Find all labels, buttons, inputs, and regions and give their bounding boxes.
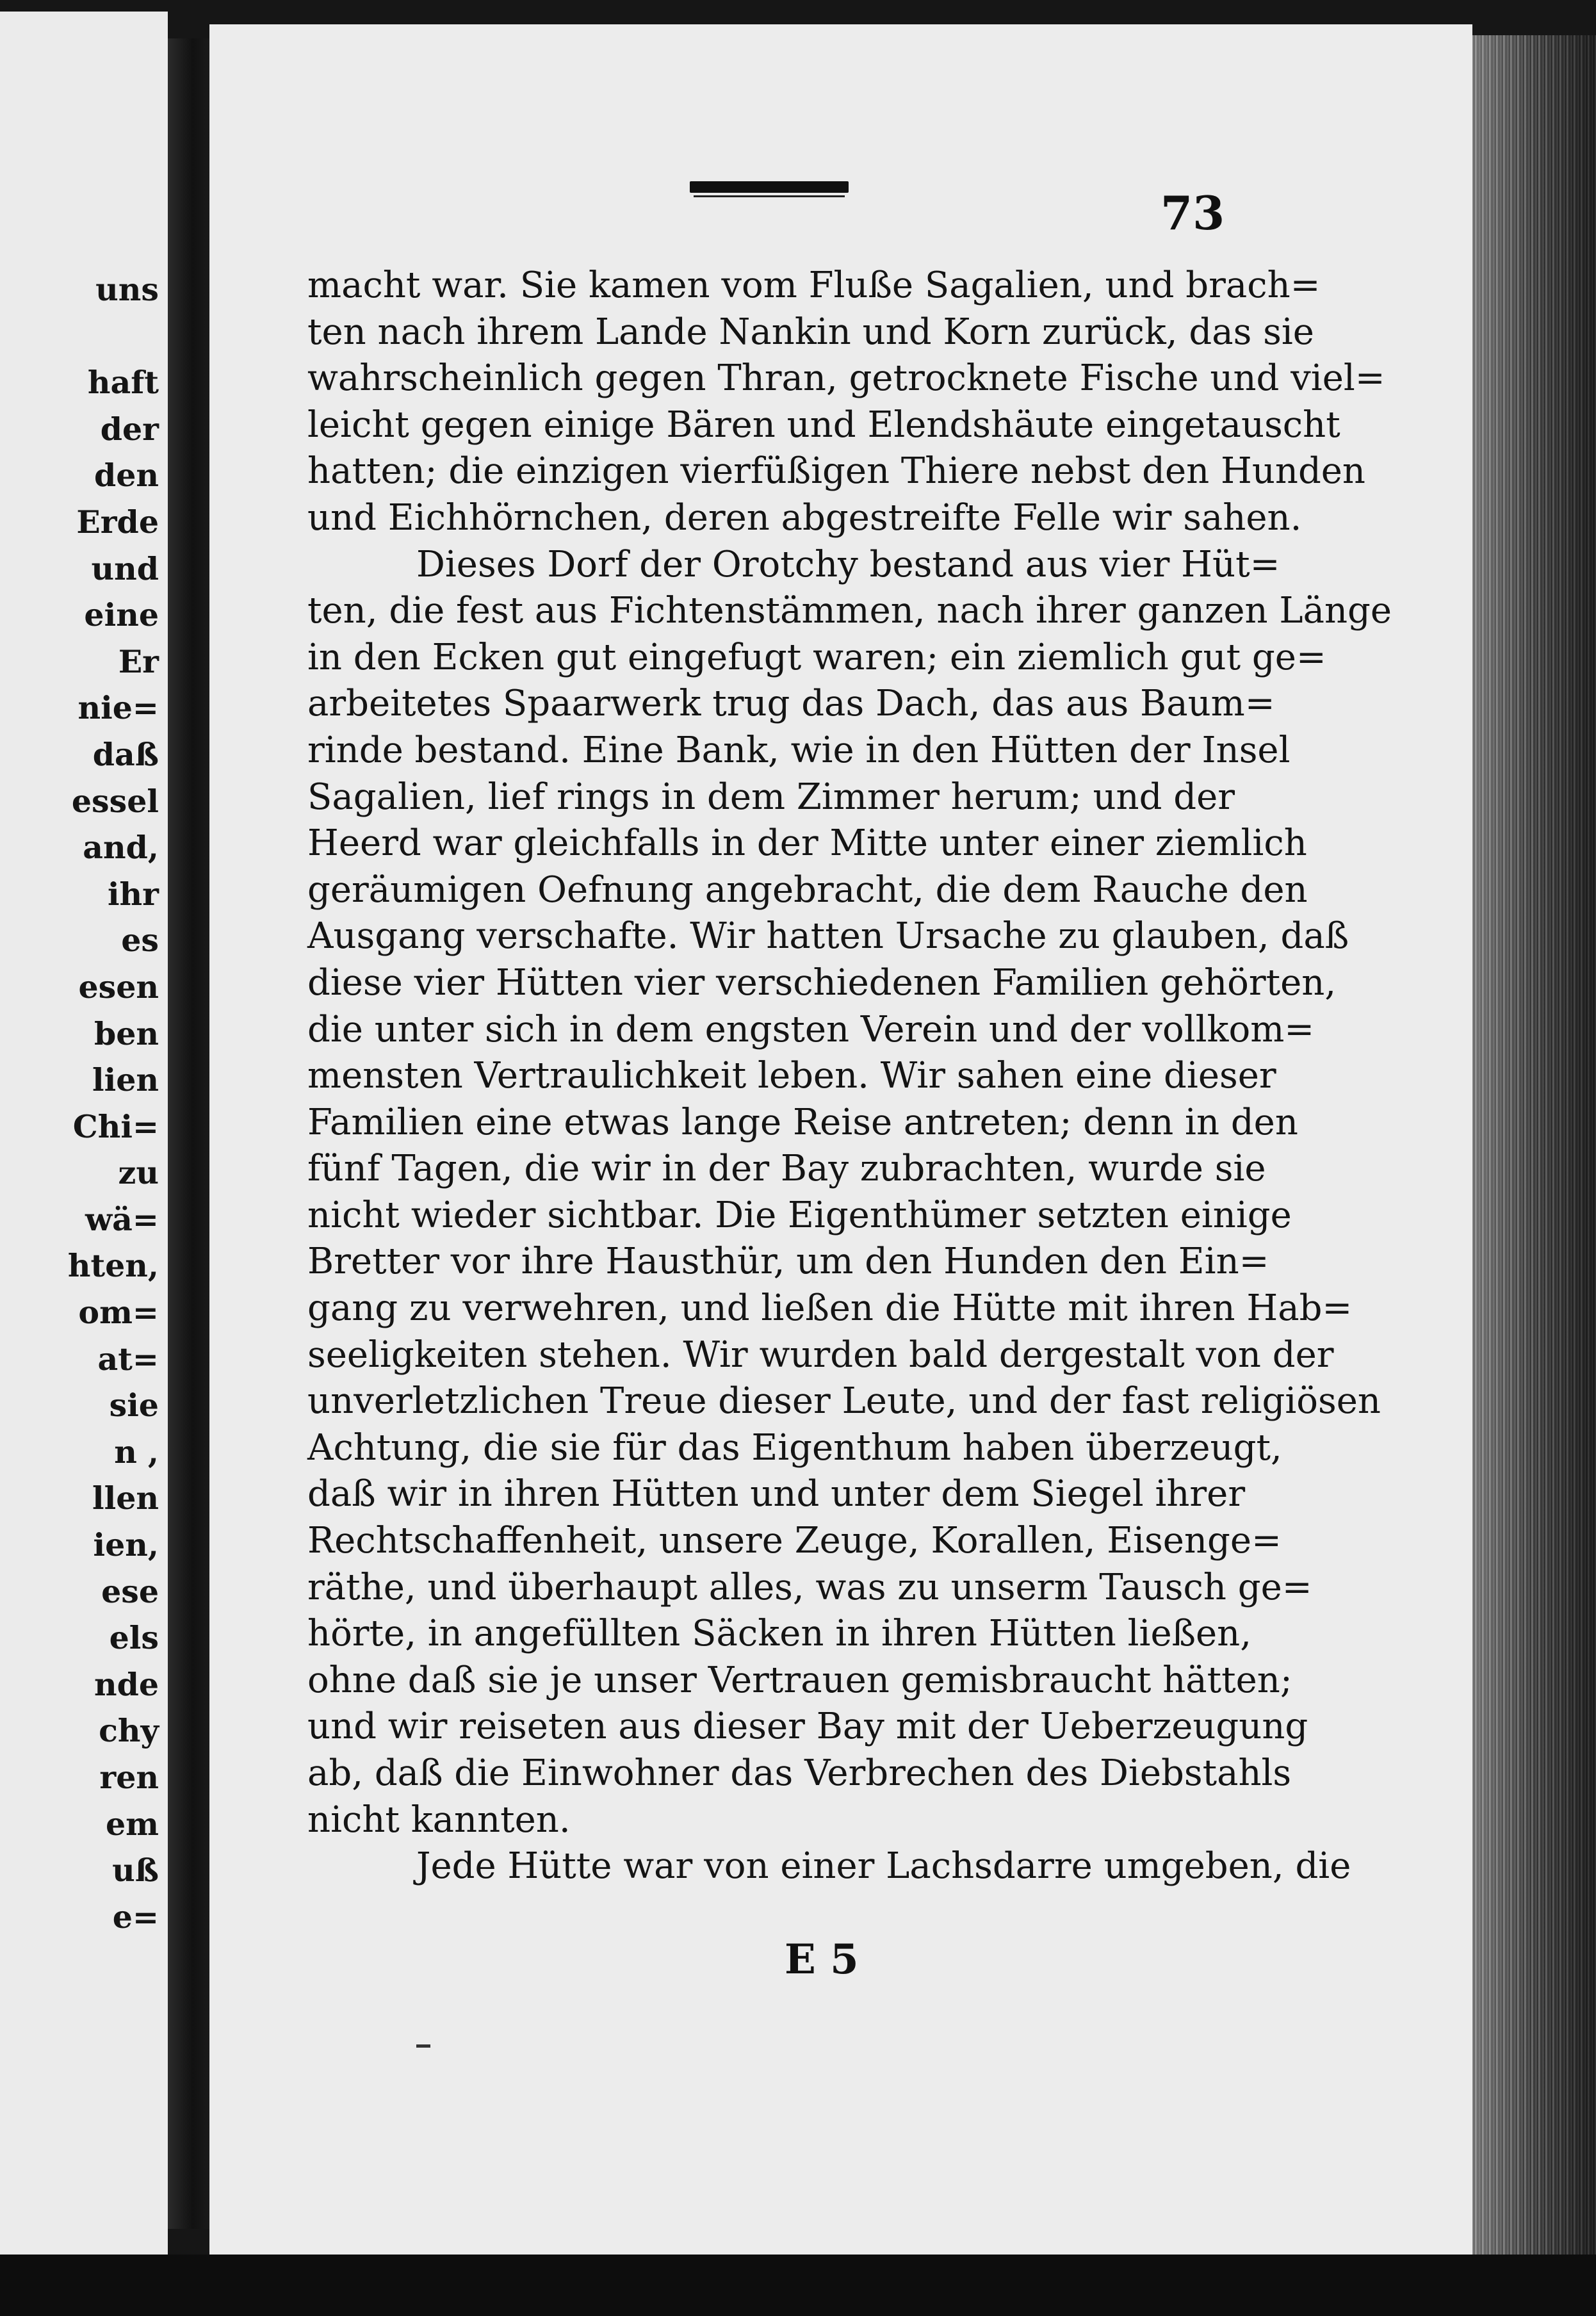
page-number: 73 [1160,186,1225,240]
left-page-fragment: zu [118,1154,159,1192]
text-line: Rechtschaffenheit, unsere Zeuge, Korallen, Eisenge= [307,1520,1282,1562]
left-page-fragment: els [109,1619,159,1657]
text-line: Achtung, die sie für das Eigenthum haben überzeugt, [307,1426,1282,1469]
text-line: Jede Hütte war von einer Lachsdarre umgeben, die [416,1845,1351,1888]
text-line: hörte, in angefüllten Säcken in ihren Hütten ließen, [307,1613,1252,1655]
text-line: Bretter vor ihre Hausthür, um den Hunden den Ein= [307,1241,1269,1283]
page-edges [1472,35,1596,2258]
left-page-fragment: and, [83,829,159,867]
ink-speck [416,2044,430,2048]
left-page-fragment: daß [92,735,159,773]
text-line: daß wir in ihren Hütten und unter dem Siegel ihrer [307,1473,1246,1515]
left-page-fragment: om= [78,1294,159,1332]
left-page-fragment: ren [99,1759,159,1796]
text-line: Dieses Dorf der Orotchy bestand aus vier Hüt= [416,543,1280,585]
text-line: ten, die fest aus Fichtenstämmen, nach ihrer ganzen Länge [307,590,1392,632]
left-page-fragment: wä= [85,1200,159,1238]
book-gutter [168,38,209,2229]
left-page-fragment: ben [94,1015,159,1052]
left-page-fragment: den [94,457,159,494]
text-line: unverletzlichen Treue dieser Leute, und der fast religiösen [307,1380,1381,1423]
bottom-shadow [0,2255,1596,2316]
left-page-fragment: Erde [76,503,159,541]
text-line: ohne daß sie je unser Vertrauen gemisbraucht hätten; [307,1659,1292,1701]
left-page-fragment: essel [71,782,159,820]
left-page-fragment: Chi= [72,1107,159,1145]
text-line: rinde bestand. Eine Bank, wie in den Hütten der Insel [307,729,1291,771]
left-page-fragment: ese [101,1572,159,1610]
left-page-fragment: at= [97,1340,159,1378]
left-page-fragment: esen [78,968,159,1006]
text-line: seeligkeiten stehen. Wir wurden bald dergestalt von der [307,1333,1334,1376]
text-line: gang zu verwehren, und ließen die Hütte mit ihren Hab= [307,1287,1353,1330]
left-page-fragment: der [100,410,159,448]
text-line: räthe, und überhaupt alles, was zu unserm Tausch ge= [307,1566,1312,1608]
left-page-fragment: e= [112,1898,159,1936]
text-line: nicht wieder sichtbar. Die Eigenthümer setzten einige [307,1194,1292,1236]
left-page-fragment: n , [114,1433,159,1471]
left-page-fragment: llen [92,1480,159,1517]
left-page-fragment: haft [87,364,159,402]
text-line: nicht kannten. [307,1798,571,1841]
text-line: wahrscheinlich gegen Thran, getrocknete Fische und viel= [307,357,1385,400]
text-line: fünf Tagen, die wir in der Bay zubrachten, wurde sie [307,1148,1266,1190]
text-line: in den Ecken gut eingefugt waren; ein ziemlich gut ge= [307,636,1326,678]
left-page-fragment: hten, [67,1247,159,1285]
text-line: und wir reiseten aus dieser Bay mit der Ueberzeugung [307,1706,1308,1748]
left-page-fragment: uß [112,1852,159,1889]
text-line: die unter sich in dem engsten Verein und der vollkom= [307,1008,1315,1050]
signature-mark: E 5 [785,1936,859,1984]
left-page-fragment: eine [84,596,159,634]
left-page-fragment: sie [109,1387,159,1424]
left-page-fragment: Er [118,642,159,680]
text-line: Heerd war gleichfalls in der Mitte unter einer ziemlich [307,822,1307,865]
text-line: und Eichhörnchen, deren abgestreifte Felle wir sahen. [307,496,1302,539]
left-page-fragment: uns [95,271,159,308]
left-page-fragment [68,313,159,360]
text-line: geräumigen Oefnung angebracht, die dem Rauche den [307,868,1308,911]
left-page-fragment: nde [94,1665,159,1703]
left-page-fragment: und [91,550,159,587]
left-page-text-fragments [68,266,159,1940]
left-page-fragment: lien [92,1061,159,1099]
header-rule [690,181,849,193]
text-line: ab, daß die Einwohner das Verbrechen des Diebstahls [307,1752,1292,1794]
text-line: leicht gegen einige Bären und Elendshäute eingetauscht [307,404,1340,446]
text-line: macht war. Sie kamen vom Fluße Sagalien, und brach= [307,265,1321,306]
text-line: arbeitetes Spaarwerk trug das Dach, das aus Baum= [307,683,1275,725]
text-line: mensten Vertraulichkeit leben. Wir sahen eine dieser [307,1055,1276,1097]
left-facing-page [0,12,168,2256]
text-line: Familien eine etwas lange Reise antreten; denn in den [307,1101,1298,1143]
left-page-fragment: es [121,922,159,959]
text-line: hatten; die einzigen vierfüßigen Thiere nebst den Hunden [307,450,1365,493]
body-text [307,263,1392,1890]
left-page-fragment: ihr [107,875,159,913]
left-page-fragment: em [105,1805,159,1843]
text-line: ten nach ihrem Lande Nankin und Korn zurück, das sie [307,311,1314,353]
text-line: Ausgang verschafte. Wir hatten Ursache zu glauben, daß [307,915,1349,958]
left-page-fragment: ien, [93,1526,159,1564]
left-page-fragment: nie= [77,689,159,727]
text-line: diese vier Hütten vier verschiedenen Familien gehörten, [307,961,1337,1004]
left-page-fragment: chy [99,1712,159,1750]
text-line: Sagalien, lief rings in dem Zimmer herum; und der [307,776,1235,818]
